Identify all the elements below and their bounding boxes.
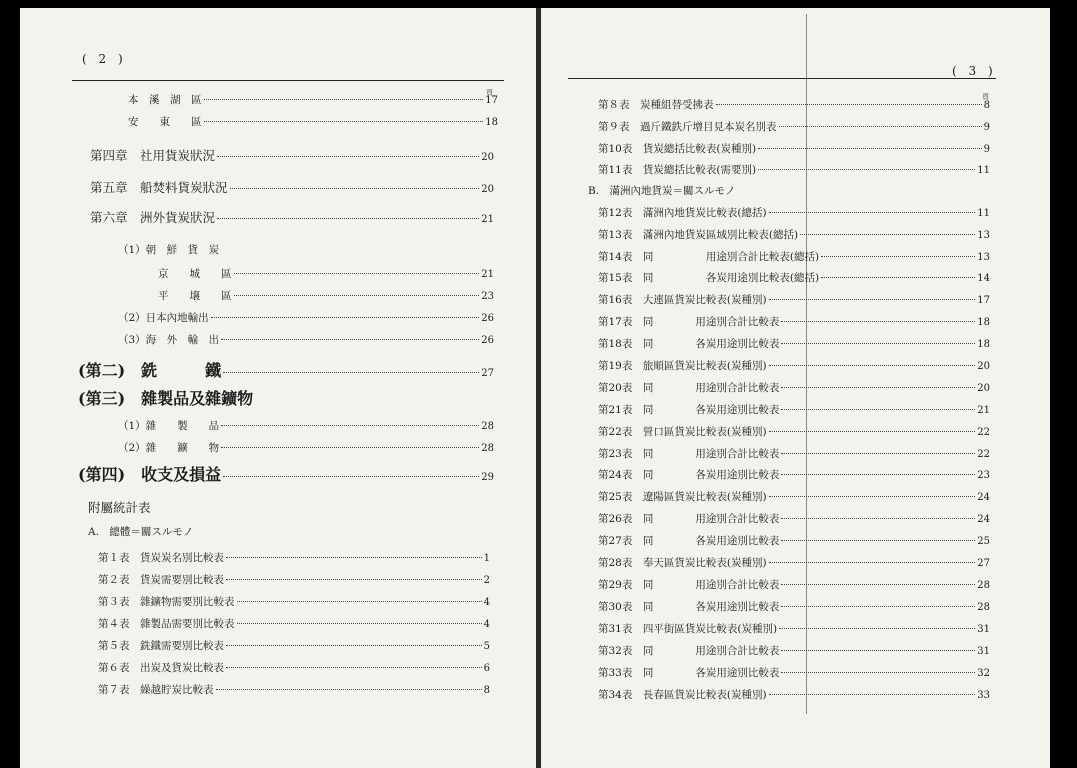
leader-dots bbox=[221, 447, 479, 448]
leader-dots bbox=[821, 256, 975, 257]
entry-label: （2）雜 鑛 物 bbox=[118, 442, 220, 454]
toc-chapter bbox=[90, 146, 494, 164]
entry-page: 20 bbox=[977, 361, 990, 372]
entry-page: 20 bbox=[481, 152, 494, 163]
entry-label: 第３表 雜鑛物需要別比較表 bbox=[98, 596, 235, 608]
entry-page: 9 bbox=[983, 144, 990, 155]
leader-dots bbox=[217, 156, 479, 157]
entry-page: 31 bbox=[977, 646, 990, 657]
entry-page: 8 bbox=[483, 685, 490, 696]
entry-page: 29 bbox=[481, 472, 494, 483]
entry-page: 5 bbox=[483, 641, 490, 652]
toc-table-entry bbox=[98, 660, 490, 675]
leader-dots bbox=[716, 104, 982, 105]
toc-chapter bbox=[90, 208, 494, 226]
toc-table-entry bbox=[598, 687, 990, 702]
toc-table-entry bbox=[598, 97, 990, 112]
entry-page: 14 bbox=[977, 273, 990, 284]
leader-dots bbox=[769, 212, 976, 213]
entry-page: 13 bbox=[977, 252, 990, 263]
leader-dots bbox=[769, 299, 976, 300]
toc-subsection bbox=[118, 242, 318, 257]
entry-label: 第30表 同 各炭用途別比較表 bbox=[598, 601, 780, 613]
toc-table-entry bbox=[598, 358, 990, 373]
entry-page: 6 bbox=[483, 663, 490, 674]
toc-table-entry bbox=[598, 314, 990, 329]
toc-entry bbox=[118, 332, 494, 347]
entry-label: 第32表 同 用途別合計比較表 bbox=[598, 645, 780, 657]
entry-page: 24 bbox=[977, 492, 990, 503]
entry-page: 21 bbox=[481, 214, 494, 225]
leader-dots bbox=[781, 650, 975, 651]
entry-label: 第23表 同 用途別合計比較表 bbox=[598, 448, 780, 460]
leader-dots bbox=[211, 317, 480, 318]
entry-label: 京 城 區 bbox=[158, 268, 232, 280]
entry-label: 第31表 四平街區貨炭比較表(炭種別) bbox=[598, 623, 778, 635]
entry-page: 18 bbox=[977, 317, 990, 328]
entry-label: （1）朝 鮮 貨 炭 bbox=[118, 244, 220, 256]
leader-dots bbox=[781, 540, 975, 541]
toc-chapter bbox=[90, 178, 494, 196]
leader-dots bbox=[769, 431, 976, 432]
toc-entry bbox=[128, 92, 498, 107]
entry-page: 28 bbox=[977, 602, 990, 613]
toc-table-entry bbox=[98, 616, 490, 631]
entry-label: 第１表 貨炭炭名別比較表 bbox=[98, 552, 224, 564]
leader-dots bbox=[821, 277, 975, 278]
entry-page: 18 bbox=[977, 339, 990, 350]
leader-dots bbox=[781, 321, 975, 322]
entry-label: B. 滿洲內地貨炭＝關スルモノ bbox=[588, 185, 736, 197]
entry-label: 第29表 同 用途別合計比較表 bbox=[598, 579, 780, 591]
leader-dots bbox=[800, 234, 975, 235]
entry-label: 第17表 同 用途別合計比較表 bbox=[598, 316, 780, 328]
leader-dots bbox=[769, 694, 976, 695]
entry-label: 第７表 繰越貯炭比較表 bbox=[98, 684, 214, 696]
entry-label: 第六章 洲外貨炭狀況 bbox=[90, 210, 216, 225]
page-heading-mark: 頁 bbox=[486, 89, 493, 97]
leader-dots bbox=[769, 365, 976, 366]
entry-page: 18 bbox=[485, 117, 498, 128]
entry-label: 第10表 貨炭總括比較表(炭種別) bbox=[598, 143, 757, 155]
toc-table-entry bbox=[598, 249, 990, 264]
entry-label: 第22表 營口區貨炭比較表(炭種別) bbox=[598, 426, 767, 438]
entry-label: 第18表 同 各炭用途別比較表 bbox=[598, 338, 780, 350]
toc-table-entry bbox=[598, 119, 990, 134]
leader-dots bbox=[781, 606, 975, 607]
leader-dots bbox=[204, 121, 484, 122]
entry-page: 4 bbox=[483, 597, 490, 608]
entry-label: (第三) 雜製品及雜鑛物 bbox=[78, 389, 254, 408]
toc-entry bbox=[118, 418, 494, 433]
entry-page: 4 bbox=[483, 619, 490, 630]
entry-label: 第四章 社用貨炭狀況 bbox=[90, 148, 216, 163]
entry-label: 第五章 船焚料貨炭狀況 bbox=[90, 180, 228, 195]
entry-page: 26 bbox=[481, 313, 494, 324]
entry-label: 第14表 同 用途別合計比較表(總括) bbox=[598, 251, 820, 263]
entry-page: 28 bbox=[481, 421, 494, 432]
entry-page: 27 bbox=[977, 558, 990, 569]
entry-page: 17 bbox=[977, 295, 990, 306]
leader-dots bbox=[781, 409, 975, 410]
entry-page: 32 bbox=[977, 668, 990, 679]
entry-page: 1 bbox=[483, 553, 490, 564]
entry-label: 第33表 同 各炭用途別比較表 bbox=[598, 667, 780, 679]
entry-page: 33 bbox=[977, 690, 990, 701]
entry-label: 第28表 奉天區貨炭比較表(炭種別) bbox=[598, 557, 767, 569]
leader-dots bbox=[226, 645, 482, 646]
entry-label: 第26表 同 用途別合計比較表 bbox=[598, 513, 780, 525]
entry-page: 11 bbox=[977, 165, 990, 176]
toc-table-entry bbox=[598, 467, 990, 482]
entry-label: 第８表 炭種組替受拂表 bbox=[598, 99, 714, 111]
page-heading-mark: 頁 bbox=[982, 93, 989, 101]
entry-label: 附屬統計表 bbox=[88, 500, 151, 515]
book-spine bbox=[536, 8, 541, 768]
entry-label: （1）雜 製 品 bbox=[118, 420, 220, 432]
leader-dots bbox=[781, 343, 975, 344]
toc-table-entry bbox=[598, 555, 990, 570]
toc-part bbox=[78, 358, 494, 381]
entry-label: （3）海 外 輸 出 bbox=[118, 334, 220, 346]
entry-label: 第４表 雜製品需要別比較表 bbox=[98, 618, 235, 630]
entry-label: 安 東 區 bbox=[128, 116, 202, 128]
entry-label: 第24表 同 各炭用途別比較表 bbox=[598, 469, 780, 481]
toc-table-entry bbox=[598, 292, 990, 307]
entry-label: 第２表 貨炭需要別比較表 bbox=[98, 574, 224, 586]
leader-dots bbox=[781, 584, 975, 585]
leader-dots bbox=[221, 339, 479, 340]
toc-table-entry bbox=[598, 336, 990, 351]
leader-dots bbox=[226, 579, 482, 580]
entry-page: 17 bbox=[485, 95, 498, 106]
toc-entry bbox=[158, 288, 494, 303]
left-header-rule bbox=[72, 80, 504, 81]
leader-dots bbox=[779, 628, 975, 629]
leader-dots bbox=[781, 474, 975, 475]
entry-label: 第27表 同 各炭用途別比較表 bbox=[598, 535, 780, 547]
entry-label: 第16表 大連區貨炭比較表(炭種別) bbox=[598, 294, 767, 306]
appendix-heading bbox=[88, 498, 288, 516]
leader-dots bbox=[204, 99, 484, 100]
leader-dots bbox=[226, 667, 482, 668]
entry-label: 第13表 滿洲內地貨炭區域別比較表(總括) bbox=[598, 229, 799, 241]
leader-dots bbox=[217, 218, 479, 219]
entry-page: 11 bbox=[977, 208, 990, 219]
entry-label: (第四) 收支及損益 bbox=[78, 465, 222, 484]
right-page-number: ( 3 ) bbox=[952, 64, 997, 78]
leader-dots bbox=[226, 557, 482, 558]
leader-dots bbox=[781, 518, 975, 519]
section-heading bbox=[588, 183, 888, 198]
toc-table-entry bbox=[598, 665, 990, 680]
entry-page: 8 bbox=[983, 100, 990, 111]
toc-table-entry bbox=[98, 594, 490, 609]
toc-entry bbox=[118, 440, 494, 455]
toc-table-entry bbox=[598, 227, 990, 242]
entry-page: 31 bbox=[977, 624, 990, 635]
toc-table-entry bbox=[598, 533, 990, 548]
toc-table-entry bbox=[598, 489, 990, 504]
entry-label: （2）日本內地輸出 bbox=[118, 312, 209, 324]
toc-table-entry bbox=[598, 511, 990, 526]
entry-page: 25 bbox=[977, 536, 990, 547]
toc-table-entry bbox=[98, 682, 490, 697]
toc-table-entry bbox=[598, 424, 990, 439]
entry-label: 第19表 旅順區貨炭比較表(炭種別) bbox=[598, 360, 767, 372]
entry-label: 平 壌 區 bbox=[158, 290, 232, 302]
entry-label: 第５表 銑鐵需要別比較表 bbox=[98, 640, 224, 652]
entry-page: 28 bbox=[481, 443, 494, 454]
entry-label: 第６表 出炭及貨炭比較表 bbox=[98, 662, 224, 674]
section-heading bbox=[88, 524, 328, 539]
leader-dots bbox=[223, 372, 479, 373]
leader-dots bbox=[234, 295, 480, 296]
leader-dots bbox=[230, 188, 480, 189]
entry-page: 22 bbox=[977, 449, 990, 460]
toc-entry bbox=[118, 310, 494, 325]
leader-dots bbox=[223, 476, 479, 477]
toc-table-entry bbox=[598, 141, 990, 156]
leader-dots bbox=[234, 273, 480, 274]
entry-page: 20 bbox=[481, 184, 494, 195]
toc-table-entry bbox=[598, 205, 990, 220]
toc-table-entry bbox=[598, 402, 990, 417]
entry-page: 13 bbox=[977, 230, 990, 241]
toc-table-entry bbox=[598, 380, 990, 395]
entry-label: 第９表 過斤鐵鉄斤增目見本炭名別表 bbox=[598, 121, 777, 133]
leader-dots bbox=[781, 453, 975, 454]
toc-table-entry bbox=[598, 643, 990, 658]
toc-table-entry bbox=[98, 550, 490, 565]
leader-dots bbox=[758, 148, 982, 149]
toc-table-entry bbox=[98, 638, 490, 653]
leader-dots bbox=[781, 672, 975, 673]
toc-table-entry bbox=[598, 621, 990, 636]
toc-table-entry bbox=[598, 599, 990, 614]
entry-page: 22 bbox=[977, 427, 990, 438]
leader-dots bbox=[758, 169, 975, 170]
left-page-number: ( 2 ) bbox=[82, 52, 127, 66]
leader-dots bbox=[237, 623, 482, 624]
toc-part bbox=[78, 462, 494, 485]
entry-label: 本 溪 湖 區 bbox=[128, 94, 202, 106]
leader-dots bbox=[769, 496, 976, 497]
entry-page: 23 bbox=[977, 470, 990, 481]
entry-page: 28 bbox=[977, 580, 990, 591]
toc-entry bbox=[158, 266, 494, 281]
toc-table-entry bbox=[598, 162, 990, 177]
entry-label: 第20表 同 用途別合計比較表 bbox=[598, 382, 780, 394]
entry-label: 第25表 遼陽區貨炭比較表(炭種別) bbox=[598, 491, 767, 503]
leader-dots bbox=[769, 562, 976, 563]
entry-page: 27 bbox=[481, 368, 494, 379]
entry-page: 21 bbox=[977, 405, 990, 416]
entry-label: 第11表 貨炭總括比較表(需要別) bbox=[598, 164, 757, 176]
toc-table-entry bbox=[98, 572, 490, 587]
entry-page: 20 bbox=[977, 383, 990, 394]
entry-label: (第二) 銑 鐵 bbox=[78, 361, 222, 380]
toc-table-entry bbox=[598, 446, 990, 461]
entry-page: 24 bbox=[977, 514, 990, 525]
leader-dots bbox=[779, 126, 982, 127]
entry-label: 第12表 滿洲內地貨炭比較表(總括) bbox=[598, 207, 767, 219]
entry-page: 9 bbox=[983, 122, 990, 133]
entry-label: 第15表 同 各炭用途別比較表(總括) bbox=[598, 272, 820, 284]
leader-dots bbox=[221, 425, 479, 426]
right-header-rule bbox=[568, 78, 996, 79]
toc-table-entry bbox=[598, 577, 990, 592]
entry-page: 26 bbox=[481, 335, 494, 346]
entry-label: 第34表 長春區貨炭比較表(炭種別) bbox=[598, 689, 767, 701]
toc-entry bbox=[128, 114, 498, 129]
entry-label: 第21表 同 各炭用途別比較表 bbox=[598, 404, 780, 416]
leader-dots bbox=[237, 601, 482, 602]
toc-table-entry bbox=[598, 270, 990, 285]
leader-dots bbox=[216, 689, 482, 690]
entry-page: 23 bbox=[481, 291, 494, 302]
entry-page: 21 bbox=[481, 269, 494, 280]
leader-dots bbox=[781, 387, 975, 388]
entry-label: A. 總體＝關スルモノ bbox=[88, 526, 194, 538]
entry-page: 2 bbox=[483, 575, 490, 586]
toc-part bbox=[78, 386, 378, 409]
